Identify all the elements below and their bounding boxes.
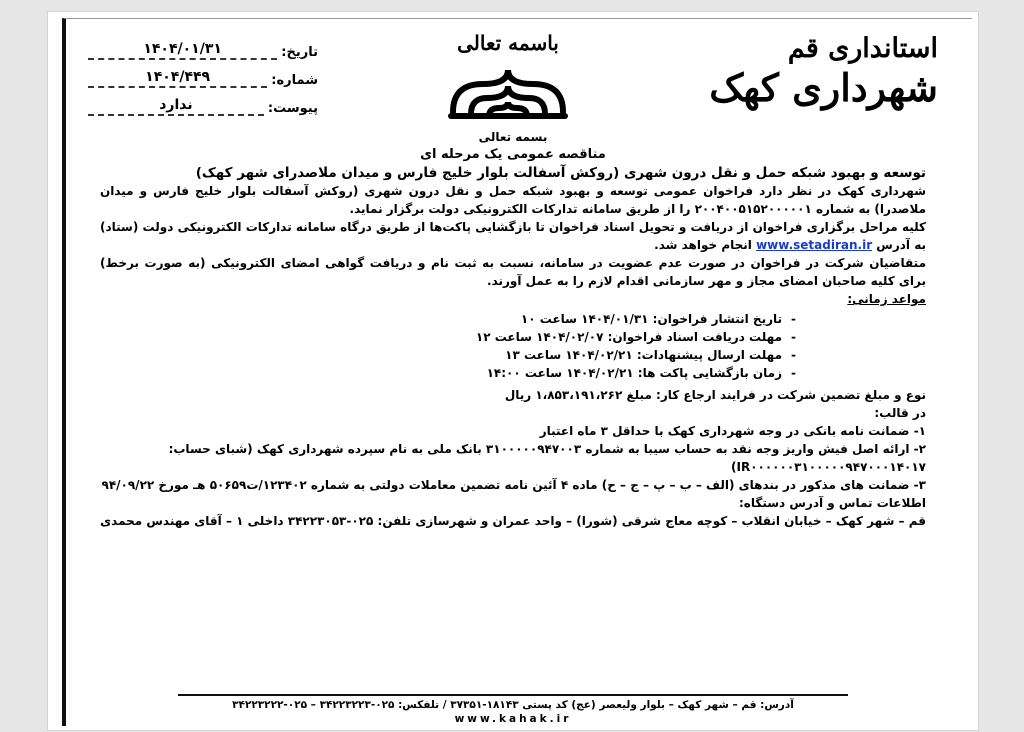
contact-details: قم – شهر کهک – خیابان انقلاب – کوچه معاج شرقی (شورا) – واحد عمران و شهرسازی تلفن: ۰۲۵-۳۴۲۲۳۰۵۳ داخلی ۱ – آقای مهندس محمدی [100,514,926,528]
list-item: - مهلت دریافت اسناد فراخوان: ۱۴۰۴/۰۲/۰۷ ساعت ۱۲ [100,328,796,346]
municipality-emblem-icon [443,62,573,122]
intro-paragraph: شهرداری کهک در نظر دارد فراخوان عمومی توسعه و بهبود شبکه حمل و نقل درون شهری (روکش آسفالت بلوار خلیج فارس و میدان ملاصدرا) به شماره ۲۰۰۴۰۰۵۱۵۲۰۰۰۰۰۱ را از طریق سامانه تدارکات الکترونیکی دولت برگزار نماید. [100,184,926,216]
number-value: ۱۴۰۴/۴۴۹ [88,69,267,88]
meta-date [88,32,318,60]
attachment-value: ندارد [88,97,264,116]
process-text-after: انجام خواهد شد. [654,238,752,252]
tender-type-heading: مناقصه عمومی یک مرحله ای [420,147,606,162]
list-item: - تاریخ انتشار فراخوان: ۱۴۰۴/۰۱/۳۱ ساعت ۱۰ [100,310,796,328]
bismillah-heading: باسمه تعالی [457,31,559,55]
contact-title: اطلاعات تماس و آدرس دستگاه: [738,496,926,510]
schedule-title: مواعد زمانی: [847,292,926,306]
process-text-before: کلیه مراحل برگزاری فراخوان از دریافت و تحویل اسناد فراخوان تا بازگشایی پاکت‌ها از طریق درگاه سامانه تدارکات الکترونیکی دولت (ستاد) به آدرس [100,220,926,252]
list-item: - مهلت ارسال پیشنهادات: ۱۴۰۴/۰۲/۲۱ ساعت ۱۳ [100,346,796,364]
letter-page [48,12,978,730]
attachment-label: پیوست: [267,101,318,116]
schedule-list [100,310,926,382]
date-label: تاریخ: [281,45,318,60]
footer-website[interactable]: www.kahak.ir [454,713,572,725]
date-value: ۱۴۰۴/۰۱/۳۱ [88,41,277,60]
letter-body [100,128,926,530]
meta-number [88,60,318,88]
forms-title: در قالب: [874,406,926,420]
guarantee-form-3: ۳- ضمانت های مذکور در بندهای (الف – ب – پ – ج – ح) ماده ۴ آئین نامه تضمین معاملات دولتی به شماره ۱۲۳۴۰۲/ت۵۰۶۵۹ هـ مورخ ۹۴/۰۹/۲۲ [101,478,926,492]
letter-meta [88,32,318,116]
body-bismillah: بسمه تعالی [478,130,548,144]
footer-divider [178,694,848,696]
number-label: شماره: [271,73,318,88]
municipality-name: شهرداری کهک [709,65,938,110]
footer-address: آدرس: قم – شهر کهک – بلوار ولیعصر (عج) کد پستی ۱۸۱۴۳-۳۷۳۵۱ / تلفکس: ۰۲۵-۳۴۲۲۳۲۲۳ – ۰۲۵-۳۴۲۲۳۲۲۲ [232,699,794,711]
letter-footer [178,694,848,725]
meta-attachment [88,88,318,116]
process-paragraph [100,218,926,254]
registration-paragraph: متقاضیان شرکت در فراخوان در صورت عدم عضویت در سامانه، نسبت به ثبت نام و دریافت گواهی امضای الکترونیکی (به صورت برخط) برای کلیه صاحبان امضای مجاز و مهر سازمانی اقدام لازم را به عمل آورند. [100,256,926,288]
letterhead-emblem [433,28,583,122]
guarantee-line: نوع و مبلغ تضمین شرکت در فرایند ارجاع کار: مبلغ ۱،۸۵۳،۱۹۱،۲۶۲ ریال [504,388,926,402]
guarantee-form-1: ۱- ضمانت نامه بانکی در وجه شهرداری کهک با حداقل ۳ ماه اعتبار [539,424,926,438]
list-item: - زمان بازگشایی پاکت ها: ۱۴۰۴/۰۲/۲۱ ساعت ۱۴:۰۰ [100,364,796,382]
project-title: توسعه و بهبود شبکه حمل و نقل درون شهری (روکش آسفالت بلوار خلیج فارس و میدان ملاصدرای شهر کهک) [195,165,926,181]
governorate-name: استانداری قم [787,33,938,64]
setadiran-link[interactable]: www.setadiran.ir [756,238,873,252]
guarantee-form-2: ۲- ارائه اصل فیش واریز وجه نقد به حساب سیبا به شماره ۳۱۰۰۰۰۰۹۴۷۰۰۳ بانک ملی به نام سپرده شهرداری کهک (شبای حساب: IR۰۰۰۰۰۰۳۱۰۰۰۰۰۹۴۷۰۰۰۱۴۰۱۷) [168,442,926,474]
organization-header [709,32,938,110]
